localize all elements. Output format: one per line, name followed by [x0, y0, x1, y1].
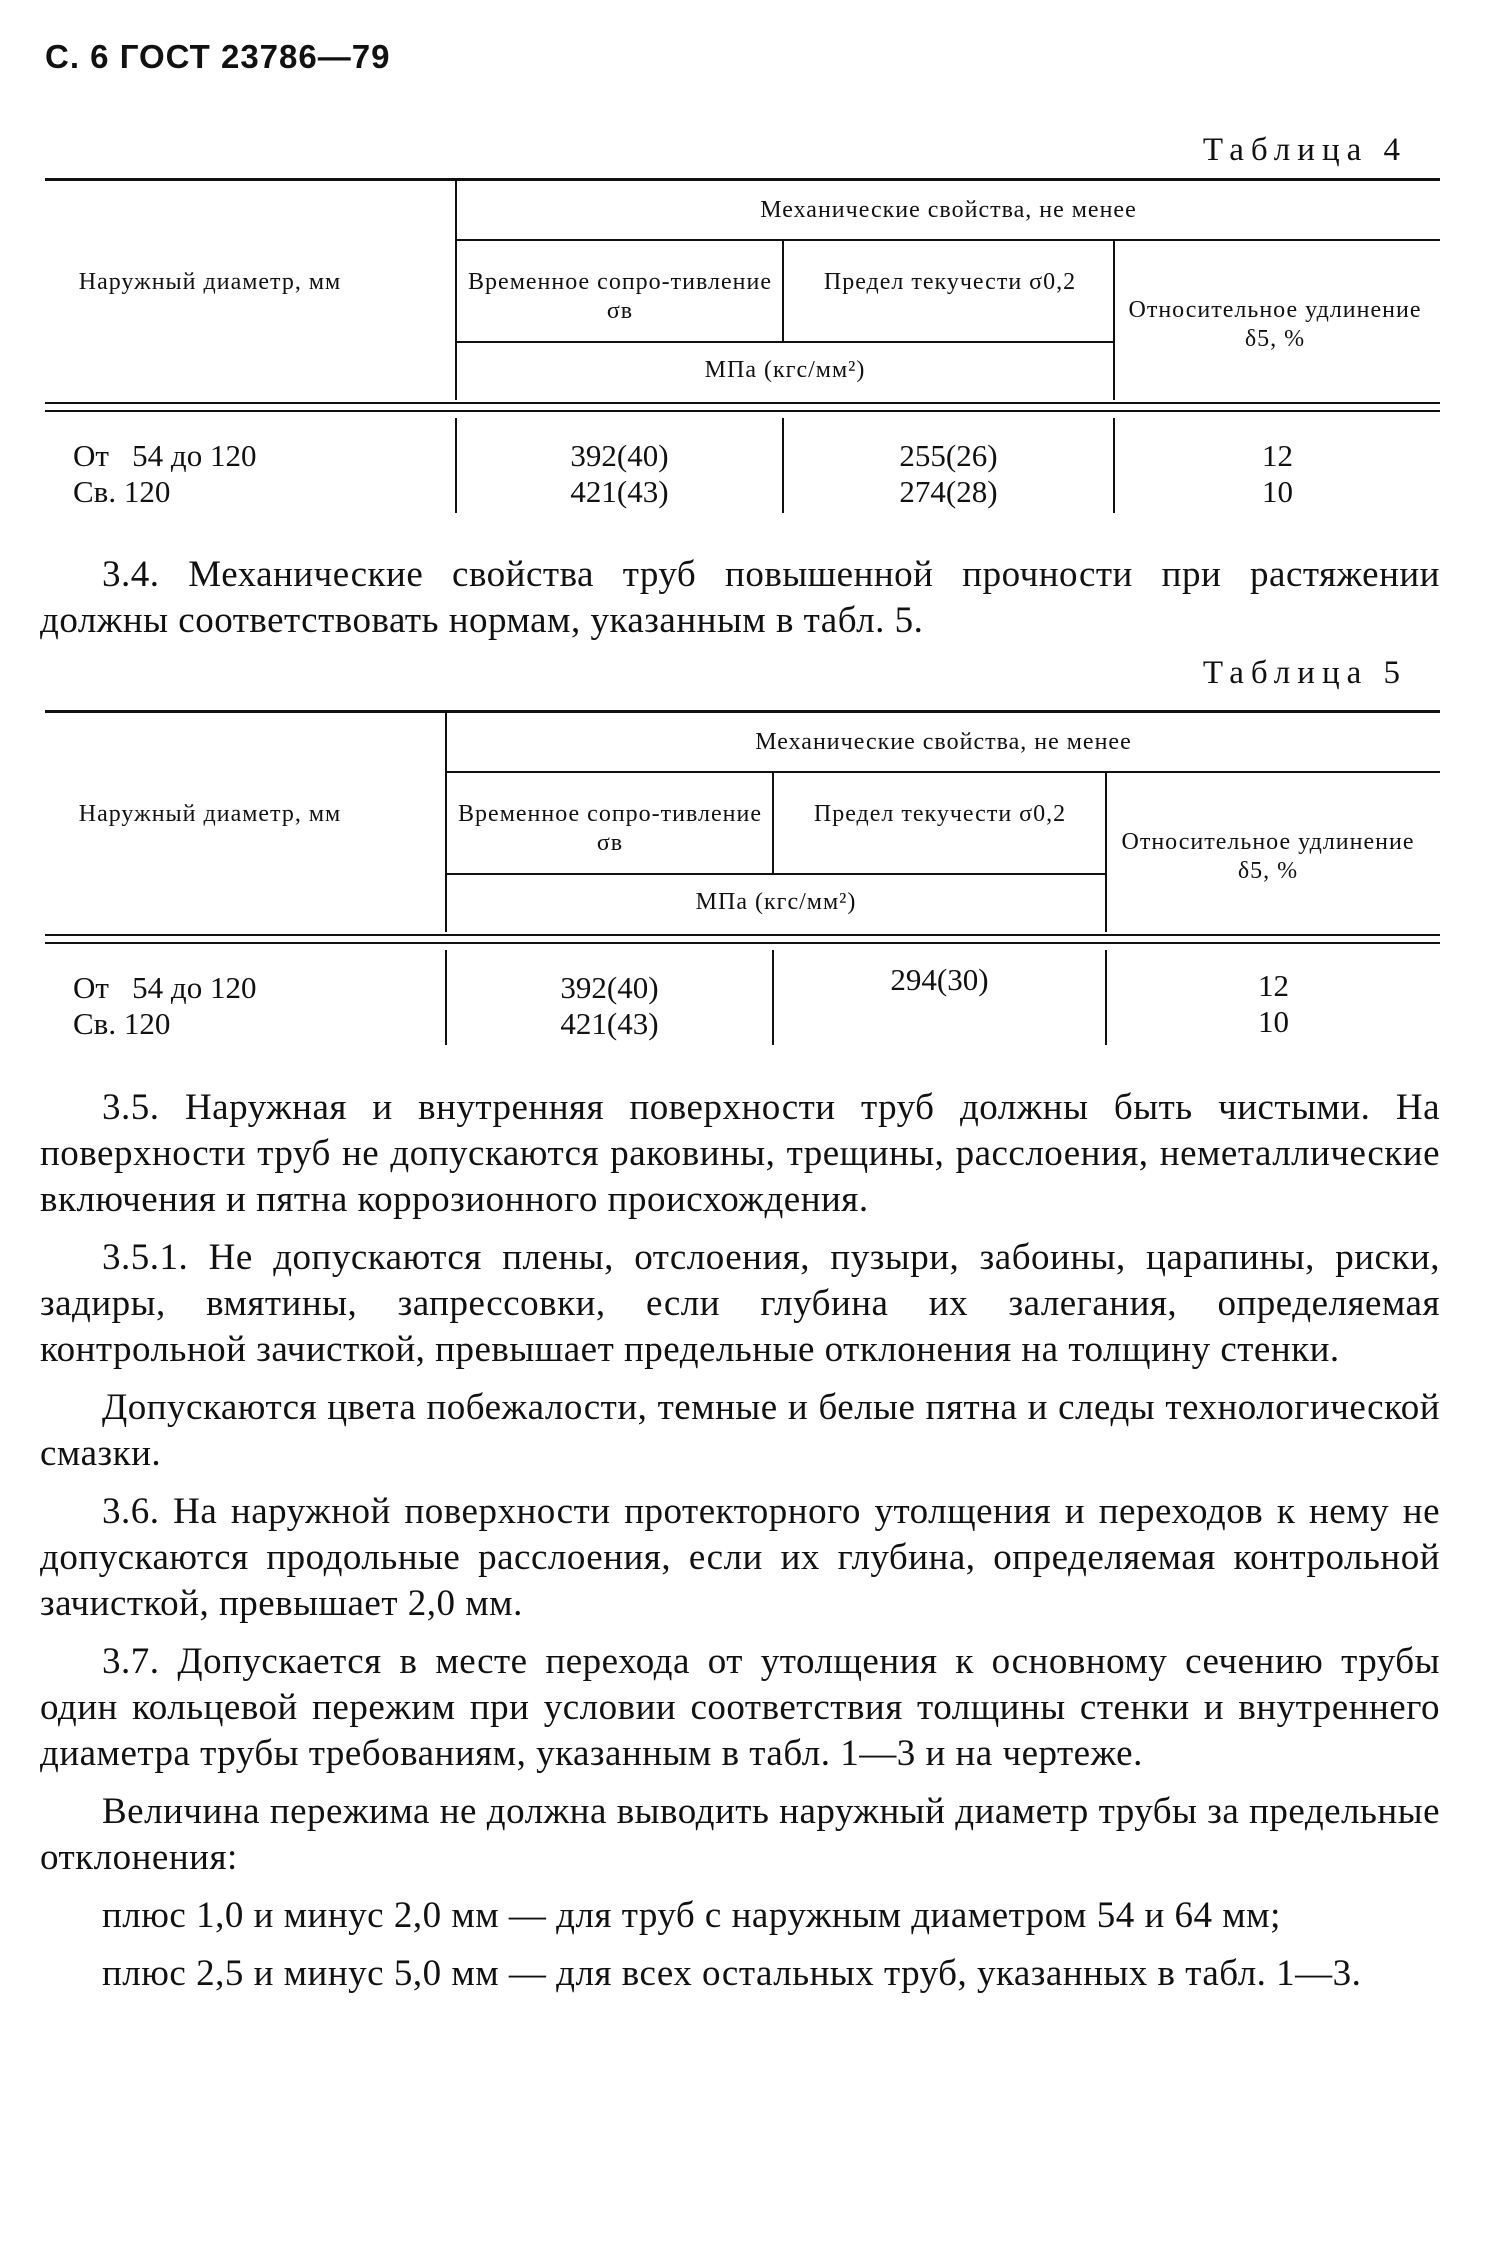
table4-header-tensile: Временное сопро-тивление σв — [468, 269, 772, 324]
table5-col-yield — [774, 962, 1105, 998]
paragraph-3-7-note: Величина пережима не должна выводить наружный диаметр трубы за предельные отклонения: — [40, 1791, 1440, 1878]
table5-col-elongation — [1107, 968, 1440, 1040]
table5 — [45, 710, 1440, 1050]
table5-col-tensile — [447, 970, 772, 1042]
paragraph-3-7-item-1: плюс 1,0 и минус 2,0 мм — для труб с наружным диаметром 54 и 64 мм; — [102, 1895, 1281, 1936]
table-cell: 392(40) — [560, 970, 659, 1005]
body-paragraphs — [40, 1085, 1440, 1997]
paragraph-3-7: 3.7. Допускается в месте перехода от утолщения к основному сечению трубы один кольцевой пережим при условии соответствия толщины стенки и внутреннего диаметра трубы требованиям, указанным в табл. 1—3 и на чертеже. — [40, 1641, 1440, 1774]
table4-caption: Таблица 4 — [1202, 132, 1407, 168]
table5-caption: Таблица 5 — [1202, 655, 1407, 691]
table-cell: От 54 до 120 — [73, 438, 257, 473]
table-cell: От 54 до 120 — [73, 970, 257, 1005]
table4-header-yield: Предел текучести σ0,2 — [823, 269, 1077, 295]
paragraph-3-5-1: 3.5.1. Не допускаются плены, отслоения, пузыри, забоины, царапины, риски, задиры, вмятины, запрессовки, если глубина их залегания, определяемая контрольной зачисткой, превышает предельные отклонения на толщину стенки. — [40, 1237, 1440, 1370]
table4-col-diameter — [73, 438, 453, 510]
paragraph-3-4: 3.4. Механические свойства труб повышенной прочности при растяжении должны соответствовать нормам, указанным в табл. 5. — [40, 554, 1440, 641]
table4-col-elongation — [1115, 438, 1440, 510]
table-cell: 421(43) — [570, 474, 669, 509]
table-cell: 421(43) — [560, 1006, 659, 1041]
table-cell: 10 — [1262, 474, 1293, 509]
paragraph-3-7-item-2: плюс 2,5 и минус 5,0 мм — для всех остальных труб, указанных в табл. 1—3. — [102, 1953, 1362, 1994]
table4-col-tensile — [457, 438, 782, 510]
page-header: С. 6 ГОСТ 23786—79 — [45, 38, 391, 75]
table5-header-group: Механические свойства, не менее — [755, 729, 1132, 755]
table5-col-diameter — [73, 970, 443, 1042]
table4-col-yield — [784, 438, 1113, 510]
paragraph-3-5: 3.5. Наружная и внутренняя поверхности труб должны быть чистыми. На поверхности труб не допускаются раковины, трещины, расслоения, неметаллические включения и пятна коррозионного происхождения. — [40, 1087, 1440, 1220]
table4 — [45, 178, 1440, 523]
table4-header-diameter: Наружный диаметр, мм — [78, 269, 342, 295]
table5-header-yield: Предел текучести σ0,2 — [813, 801, 1067, 827]
table4-header-unit: МПа (кгс/мм²) — [704, 357, 866, 383]
table-cell: 392(40) — [570, 438, 669, 473]
table-cell: Св. 120 — [73, 1006, 171, 1041]
table-cell: 255(26) — [899, 438, 998, 473]
table-cell: 274(28) — [899, 474, 998, 509]
table4-header-elongation: Относительное удлинение δ5, % — [1128, 297, 1422, 352]
table4-header-group: Механические свойства, не менее — [760, 197, 1137, 223]
table-cell: 10 — [1258, 1004, 1289, 1039]
table-cell: Св. 120 — [73, 474, 171, 509]
table5-header-tensile: Временное сопро-тивление σв — [458, 801, 762, 856]
table5-header-diameter: Наружный диаметр, мм — [78, 801, 342, 827]
paragraph-3-6: 3.6. На наружной поверхности протекторного утолщения и переходов к нему не допускаются продольные расслоения, если их глубина, определяемая контрольной зачисткой, превышает 2,0 мм. — [40, 1491, 1440, 1624]
table-cell: 294(30) — [890, 962, 989, 997]
table5-header-elongation: Относительное удлинение δ5, % — [1121, 829, 1415, 884]
table-cell: 12 — [1262, 438, 1293, 473]
table5-header-unit: МПа (кгс/мм²) — [695, 889, 857, 915]
paragraph-3-5-1-note: Допускаются цвета побежалости, темные и белые пятна и следы технологической смазки. — [40, 1387, 1440, 1474]
table-cell: 12 — [1258, 968, 1289, 1003]
